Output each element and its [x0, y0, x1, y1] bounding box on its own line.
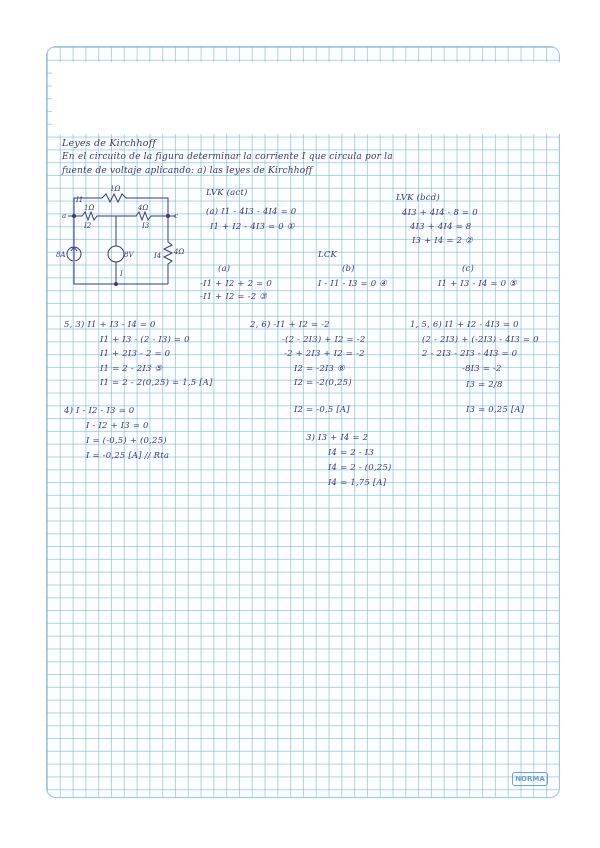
- step2-line3: -2 + 2I3 + I2 = -2: [284, 349, 365, 359]
- left-resistor-label: 1Ω: [84, 204, 95, 212]
- step4-line2: I - I2 + I3 = 0: [86, 421, 149, 431]
- step4-line1: 4) I - I2 - I3 = 0: [64, 406, 135, 416]
- middle-branch: [68, 212, 176, 220]
- right-resistor-label: 4Ω: [174, 248, 185, 256]
- top-resistor-label: 1Ω: [110, 185, 121, 193]
- voltage-source-label: 8V: [124, 251, 134, 259]
- step2-line2: -(2 - 2I3) + I2 = -2: [282, 335, 366, 345]
- problem-statement-line1: En el circuito de la figura determinar la corriente I que circula por la: [62, 152, 393, 162]
- current-i4-label: I4: [154, 252, 162, 260]
- lvk-act-eq1: (a) I1 - 4I3 - 4I4 = 0: [206, 207, 297, 217]
- mid-resistor-label: 4Ω: [138, 204, 149, 212]
- step3-line1: 3) I3 + I4 = 2: [306, 433, 369, 443]
- lvk-act-heading: LVK (act): [206, 188, 248, 198]
- step2-line6: I2 = -0,5 [A]: [294, 405, 350, 415]
- problem-statement-line2: fuente de voltaje aplicando: a) las leyes de Kirchhoff: [62, 166, 313, 176]
- step5-line1: 5, 3) I1 + I3 - I4 = 0: [64, 320, 156, 330]
- current-source-label: 8A: [56, 251, 66, 259]
- voltage-source-8v: [108, 246, 124, 262]
- lck-b-eq: I - I1 - I3 = 0 ④: [318, 279, 388, 289]
- lck-heading: LCK: [318, 250, 338, 260]
- lvk-act-eq2: I1 + I2 - 4I3 = 0 ①: [210, 222, 295, 232]
- step5-line3: I1 + 2I3 - 2 = 0: [100, 349, 171, 359]
- step1-line6: I3 = 0,25 [A]: [466, 405, 525, 415]
- step3-line4: I4 = 1,75 [A]: [328, 478, 387, 488]
- lvk-bcd-eq3: I3 + I4 = 2 ②: [412, 236, 473, 246]
- node-c-label: c: [174, 212, 178, 220]
- lck-a-eq1: -I1 + I2 + 2 = 0: [200, 279, 272, 289]
- step1-line3: 2 - 2I3 - 2I3 - 4I3 = 0: [422, 349, 518, 359]
- current-i-label: I: [120, 270, 123, 278]
- step1-line1: 1, 5, 6) I1 + I2 - 4I3 = 0: [410, 320, 519, 330]
- notebook-brand-logo: NORMA: [512, 772, 548, 786]
- step1-line5: I3 = 2/8: [466, 380, 503, 390]
- step5-line2: I1 + I3 - (2 - I3) = 0: [100, 335, 190, 345]
- current-i1-label: I1: [76, 196, 84, 204]
- step5-line5: I1 = 2 - 2(0,25) = 1,5 [A]: [100, 378, 213, 388]
- step1-line4: -8I3 = -2: [462, 364, 502, 374]
- page-title: Leyes de Kirchhoff: [62, 138, 157, 149]
- lck-c-eq: I1 + I3 - I4 = 0 ⑤: [438, 279, 517, 289]
- blank-header-band: [52, 62, 580, 134]
- lvk-bcd-eq1: 4I3 + 4I4 - 8 = 0: [402, 208, 478, 218]
- step3-line3: I4 = 2 - (0,25): [328, 463, 392, 473]
- step2-line5: I2 = -2(0,25): [294, 378, 352, 388]
- node-a-label: a: [62, 212, 67, 220]
- step3-line2: I4 = 2 - I3: [328, 448, 374, 458]
- step1-line2: (2 - 2I3) + (-2I3) - 4I3 = 0: [422, 335, 539, 345]
- current-i3-label: I3: [142, 222, 150, 230]
- step4-line3: I = (-0,5) + (0,25): [86, 436, 167, 446]
- current-i2-label: I2: [84, 222, 92, 230]
- step2-line1: 2, 6) -I1 + I2 = -2: [250, 320, 330, 330]
- lvk-bcd-eq2: 4I3 + 4I4 = 8: [410, 222, 472, 232]
- lck-a-label: (a): [218, 264, 231, 274]
- step4-answer: I = -0,25 [A] // Rta: [86, 451, 170, 461]
- lvk-bcd-heading: LVK (bcd): [396, 193, 440, 203]
- circuit-diagram: [58, 180, 188, 295]
- lck-a-eq2: -I1 + I2 = -2 ③: [200, 292, 268, 302]
- step2-line4: I2 = -2I3 ⑥: [294, 364, 345, 374]
- lck-c-label: (c): [462, 264, 474, 274]
- step5-line4: I1 = 2 - 2I3 ⑤: [100, 364, 163, 374]
- lck-b-label: (b): [342, 264, 355, 274]
- right-resistor-4ohm: [164, 216, 172, 284]
